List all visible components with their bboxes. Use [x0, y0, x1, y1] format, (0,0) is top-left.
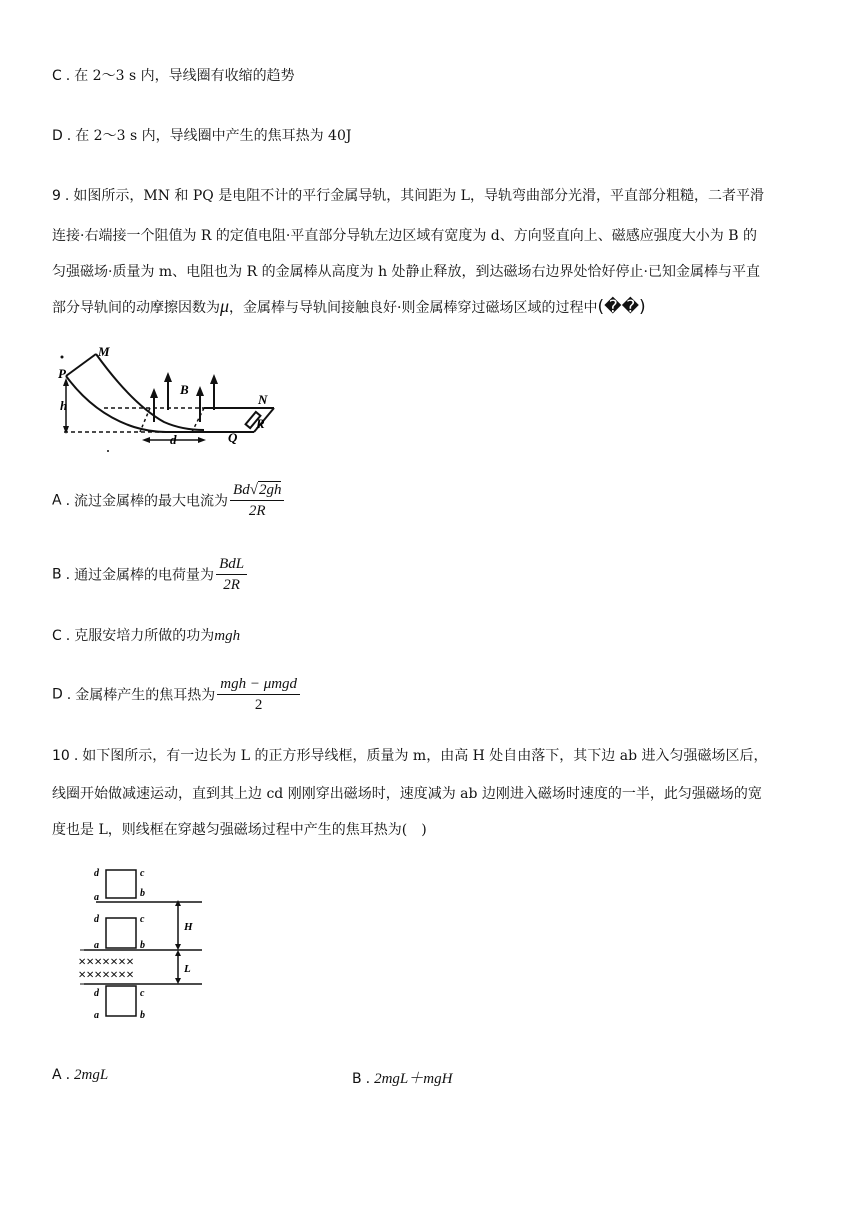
fig-label-L: L [184, 963, 191, 975]
q9-option-a [52, 480, 284, 521]
option-label: D [52, 686, 63, 703]
fig-label-b: b [140, 1010, 145, 1021]
q9-stem-line-3: 匀强磁场·质量为 m、电阻也为 R 的金属棒从高度为 h 处静止释放，到达磁场右边界处恰好停止·已知金属棒与平直 [52, 264, 760, 280]
option-label: C [52, 628, 62, 644]
option-text: 流过金属棒的最大电流为 [74, 493, 229, 510]
mu-symbol: μ [220, 296, 230, 316]
fig-label-B: B [180, 382, 189, 397]
fig-label-b: b [140, 888, 145, 899]
option-label: B [352, 1071, 362, 1087]
fig-label-c: c [140, 988, 145, 999]
fig-label-Q: Q [228, 430, 238, 445]
question-text: 如图所示，MN 和 PQ 是电阻不计的平行金属导轨，其间距为 L，导轨弯曲部分光滑，平直部分粗糙，二者平滑 [73, 188, 764, 204]
fig-label-a: a [94, 940, 99, 951]
fig-label-M: M [98, 344, 110, 359]
q8-option-c [52, 65, 295, 85]
q10-falling-frame-figure [76, 862, 206, 1024]
q10-option-b [352, 1067, 452, 1088]
q9-stem-line-2: 连接·右端接一个阻值为 R 的定值电阻·平直部分导轨左边区域有宽度为 d、方向竖直向上、磁感应强度大小为 B 的 [52, 228, 757, 244]
separator: . [365, 1071, 371, 1087]
option-text: 克服安培力所做的功为 [74, 628, 215, 644]
option-math: mgh [214, 628, 241, 644]
q9-stem-line-1 [52, 185, 764, 205]
option-math: 2mgL＋mgH [374, 1071, 453, 1087]
separator: . [65, 1067, 71, 1083]
fig-label-d: d [94, 914, 99, 925]
fig-label-R: R [256, 416, 265, 431]
fig-label-d: d [94, 988, 99, 999]
separator: . [66, 128, 72, 144]
separator: . [65, 628, 71, 644]
option-label: A [52, 1067, 62, 1083]
option-label: A [52, 492, 62, 509]
q10-stem-line-2: 线圈开始做减速运动，直到其上边 cd 刚刚穿出磁场时，速度减为 ab 边刚进入磁场时速度的一半，此匀强磁场的宽 [52, 786, 762, 802]
option-label: C [52, 68, 62, 84]
separator: . [66, 686, 72, 703]
q8-option-d [52, 125, 351, 145]
q9-option-d [52, 674, 300, 715]
separator: . [65, 68, 71, 84]
option-text: 金属棒产生的焦耳热为 [75, 687, 216, 704]
q9-rail-figure [54, 344, 284, 456]
fig-label-c: c [140, 868, 145, 879]
separator: . [65, 492, 71, 509]
separator: . [64, 188, 70, 204]
svg-text:×××××××: ××××××× [78, 968, 134, 983]
q9-option-b [52, 554, 247, 595]
fig-label-b: b [140, 940, 145, 951]
question-text: ，金属棒与导轨间接触良好·则金属棒穿过磁场区域的过程中 [229, 300, 598, 316]
fig-label-d: d [170, 432, 177, 447]
option-label: B [52, 566, 62, 583]
q10-stem-line-3: 度也是 L，则线框在穿越匀强磁场过程中产生的焦耳热为( ) [52, 822, 427, 838]
fig-label-H: H [184, 921, 193, 933]
option-text: 通过金属棒的电荷量为 [74, 567, 215, 584]
fraction: $\frac{\text{mgh − μmgd}}{2}$ [217, 674, 300, 715]
question-text: 部分导轨间的动摩擦因数为 [52, 300, 220, 316]
option-text: 在 2～3 s 内，导线圈有收缩的趋势 [74, 68, 295, 84]
option-text: 在 2～3 s 内，导线圈中产生的焦耳热为 40J [75, 128, 352, 144]
question-number: 10 [52, 748, 70, 764]
q9-option-c [52, 625, 240, 645]
q9-stem-line-4 [52, 296, 646, 317]
fig-label-a: a [94, 1010, 99, 1021]
answer-paren: (��) [597, 297, 646, 317]
fig-label-a: a [94, 892, 99, 903]
fig-label-P: P [58, 366, 66, 381]
q10-option-a [52, 1067, 108, 1084]
option-label: D [52, 128, 63, 144]
question-text: 如下图所示，有一边长为 L 的正方形导线框，质量为 m，由高 H 处自由落下，其下边 ab 进入匀强磁场区后， [82, 748, 768, 764]
fig-label-c: c [140, 914, 145, 925]
separator: . [73, 748, 79, 764]
option-math: 2mgL [74, 1067, 109, 1083]
fraction: $\frac{Bd√2gh}{2R}$ [230, 480, 284, 521]
fig-label-d: d [94, 868, 99, 879]
q10-stem-line-1 [52, 745, 768, 765]
question-number: 9 [52, 188, 61, 204]
separator: . [65, 566, 71, 583]
fig-label-N: N [258, 392, 268, 407]
fig-label-h: h [60, 398, 68, 413]
fraction: $\frac{\text{BdL}}{2R}$ [216, 554, 247, 595]
svg-text:×××××××: ××××××× [78, 955, 134, 970]
